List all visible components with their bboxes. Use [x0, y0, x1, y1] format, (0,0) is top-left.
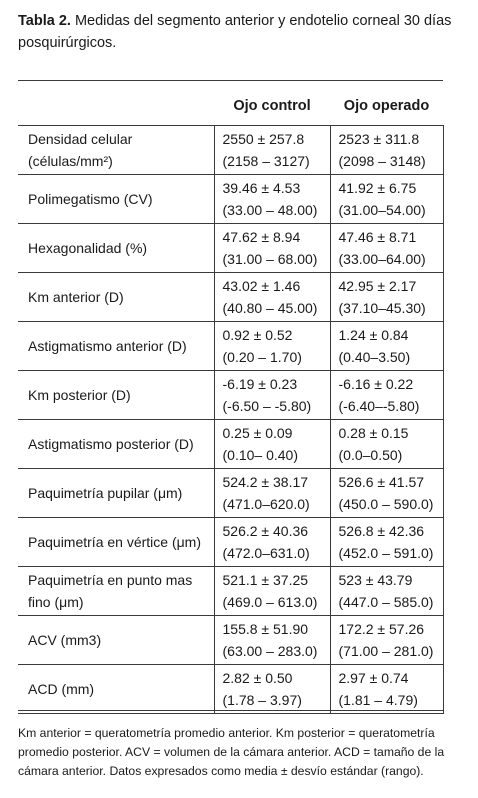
- control-mean: 39.46 ± 4.53: [222, 180, 301, 196]
- row-label: Km posterior (D): [18, 371, 214, 420]
- operated-mean: 41.92 ± 6.75: [338, 180, 417, 196]
- table-row: [18, 616, 443, 665]
- operated-cell: [330, 273, 443, 322]
- control-cell: [214, 371, 330, 420]
- control-mean: 43.02 ± 1.46: [222, 278, 301, 294]
- operated-range: (-6.40–-5.80): [338, 398, 420, 414]
- footnote: Km anterior = queratometría promedio anterior. Km posterior = queratometría promedio posterior. ACV = volumen de la cámara anterior. ACD = tamaño de la cámara anterior. Datos expresados como media ± desvío estándar (rango).: [18, 726, 445, 778]
- row-label: Paquimetría en vértice (μm): [18, 518, 214, 567]
- control-range: (33.00 – 48.00): [222, 202, 318, 218]
- operated-cell: [330, 322, 443, 371]
- row-label: Astigmatismo posterior (D): [18, 420, 214, 469]
- operated-mean: 47.46 ± 8.71: [338, 229, 417, 245]
- operated-range: (33.00–64.00): [338, 251, 426, 267]
- operated-mean: 172.2 ± 57.26: [338, 621, 425, 637]
- operated-cell: [330, 224, 443, 273]
- caption-text: Medidas del segmento anterior y endotelio corneal 30 días posquirúrgicos.: [18, 13, 452, 51]
- operated-mean: 0.28 ± 0.15: [338, 425, 409, 441]
- table-row: [18, 371, 443, 420]
- control-range: (2158 – 3127): [222, 153, 310, 169]
- control-cell: [214, 567, 330, 616]
- operated-mean: 1.24 ± 0.84: [338, 327, 409, 343]
- table-row: [18, 420, 443, 469]
- row-label: Paquimetría en punto mas fino (μm): [18, 567, 214, 616]
- operated-mean: 2523 ± 311.8: [338, 131, 420, 147]
- operated-mean: -6.16 ± 0.22: [338, 376, 414, 392]
- table-row: [18, 567, 443, 616]
- operated-range: (450.0 – 590.0): [338, 496, 434, 512]
- operated-range: (447.0 – 585.0): [338, 594, 434, 610]
- header-control: Ojo control: [233, 98, 311, 114]
- table-row: [18, 469, 443, 518]
- control-cell: [214, 616, 330, 665]
- operated-range: (452.0 – 591.0): [338, 545, 434, 561]
- control-range: (1.78 – 3.97): [222, 692, 302, 708]
- operated-range: (71.00 – 281.0): [338, 643, 434, 659]
- operated-cell: [330, 371, 443, 420]
- operated-cell: [330, 126, 443, 175]
- row-label: Paquimetría pupilar (μm): [18, 469, 214, 518]
- control-cell: [214, 224, 330, 273]
- control-range: (0.20 – 1.70): [222, 349, 302, 365]
- table-caption: [18, 10, 458, 54]
- table-row: [18, 175, 443, 224]
- table-body: [18, 126, 443, 714]
- control-mean: -6.19 ± 0.23: [222, 376, 298, 392]
- control-cell: [214, 322, 330, 371]
- caption-label: Tabla 2.: [18, 13, 71, 29]
- table-row: [18, 518, 443, 567]
- control-range: (40.80 – 45.00): [222, 300, 318, 316]
- operated-cell: [330, 567, 443, 616]
- control-cell: [214, 420, 330, 469]
- table-row: [18, 273, 443, 322]
- control-cell: [214, 175, 330, 224]
- operated-mean: 526.6 ± 41.57: [338, 474, 425, 490]
- control-range: (472.0–631.0): [222, 545, 310, 561]
- operated-cell: [330, 469, 443, 518]
- operated-range: (37.10–45.30): [338, 300, 426, 316]
- control-range: (0.10– 0.40): [222, 447, 298, 463]
- control-mean: 155.8 ± 51.90: [222, 621, 309, 637]
- table-row: [18, 126, 443, 175]
- bottom-rule: [18, 710, 443, 711]
- control-cell: [214, 665, 330, 714]
- row-label: Astigmatismo anterior (D): [18, 322, 214, 371]
- operated-cell: [330, 175, 443, 224]
- row-label: Polimegatismo (CV): [18, 175, 214, 224]
- control-range: (31.00 – 68.00): [222, 251, 318, 267]
- row-label: Densidad celular (células/mm²): [18, 126, 214, 175]
- results-table: [18, 91, 444, 714]
- operated-mean: 42.95 ± 2.17: [338, 278, 417, 294]
- operated-cell: [330, 665, 443, 714]
- control-cell: [214, 518, 330, 567]
- control-mean: 524.2 ± 38.17: [222, 474, 309, 490]
- control-range: (63.00 – 283.0): [222, 643, 318, 659]
- header-blank: [18, 91, 214, 126]
- operated-cell: [330, 616, 443, 665]
- row-label: Km anterior (D): [18, 273, 214, 322]
- operated-mean: 523 ± 43.79: [338, 572, 413, 588]
- control-mean: 0.92 ± 0.52: [222, 327, 293, 343]
- operated-cell: [330, 420, 443, 469]
- operated-range: (0.40–3.50): [338, 349, 411, 365]
- operated-mean: 2.97 ± 0.74: [338, 670, 409, 686]
- operated-range: (1.81 – 4.79): [338, 692, 418, 708]
- operated-mean: 526.8 ± 42.36: [338, 523, 425, 539]
- control-range: (471.0–620.0): [222, 496, 310, 512]
- operated-range: (31.00–54.00): [338, 202, 426, 218]
- control-mean: 2550 ± 257.8: [222, 131, 305, 147]
- header-operated: Ojo operado: [343, 98, 430, 114]
- table-row: [18, 322, 443, 371]
- top-rule: [18, 80, 443, 81]
- row-label: Hexagonalidad (%): [18, 224, 214, 273]
- control-cell: [214, 126, 330, 175]
- table-row: [18, 224, 443, 273]
- control-mean: 2.82 ± 0.50: [222, 670, 293, 686]
- control-mean: 47.62 ± 8.94: [222, 229, 301, 245]
- control-cell: [214, 273, 330, 322]
- operated-range: (0.0–0.50): [338, 447, 403, 463]
- control-mean: 521.1 ± 37.25: [222, 572, 309, 588]
- control-mean: 526.2 ± 40.36: [222, 523, 309, 539]
- header-row: [18, 91, 443, 126]
- row-label: ACV (mm3): [18, 616, 214, 665]
- control-range: (469.0 – 613.0): [222, 594, 318, 610]
- control-range: (-6.50 – -5.80): [222, 398, 312, 414]
- control-mean: 0.25 ± 0.09: [222, 425, 293, 441]
- operated-cell: [330, 518, 443, 567]
- row-label: ACD (mm): [18, 665, 214, 714]
- table-row: [18, 665, 443, 714]
- control-cell: [214, 469, 330, 518]
- operated-range: (2098 – 3148): [338, 153, 426, 169]
